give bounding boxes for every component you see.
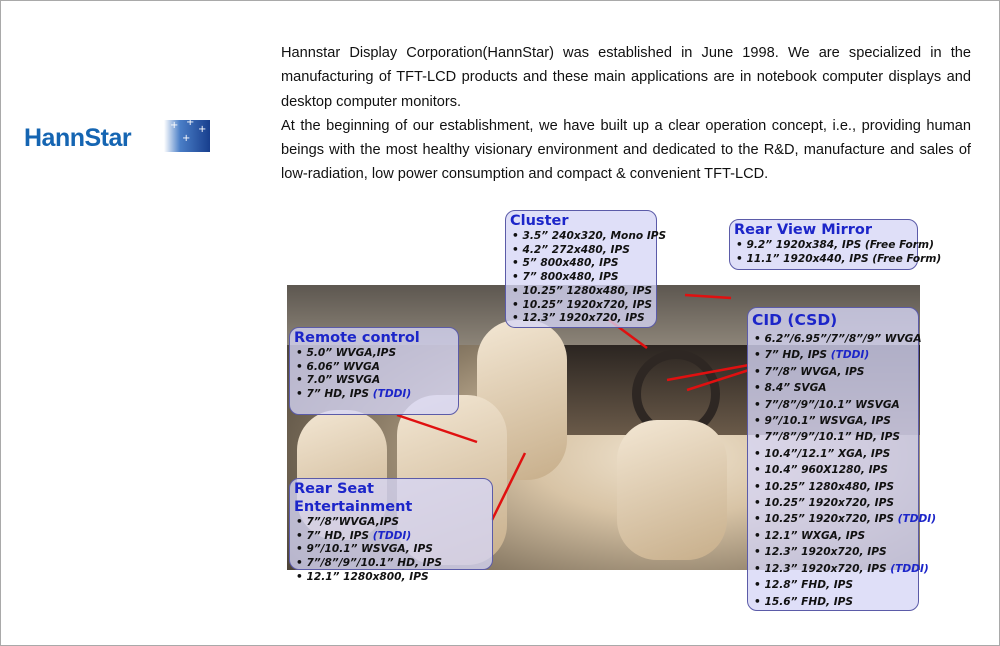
cluster-title: Cluster — [510, 213, 569, 229]
list-item: • 12.1” WXGA, IPS — [754, 528, 918, 544]
leader-line-mirror — [685, 295, 731, 298]
remote-control-callout — [289, 327, 459, 415]
list-item: • 7”/8” WVGA, IPS — [754, 364, 918, 380]
leader-line-rse — [492, 453, 525, 520]
list-item: • 11.1” 1920x440, IPS (Free Form) — [736, 253, 917, 267]
company-intro — [281, 41, 971, 187]
list-item: • 7”/8”/9”/10.1” HD, IPS — [296, 557, 492, 571]
rear-view-mirror-callout — [729, 219, 942, 270]
list-item: • 7”/8”/9”/10.1” HD, IPS — [754, 429, 918, 445]
intro-paragraph-2: At the beginning of our establishment, we have built up a clear operation concept, i.e., providing human beings with the most healthy visionary environment and dedicated to the R&D, manufacture and sales of low-radiation, low power consumption and compact & convenient TFT-LCD. — [281, 117, 971, 183]
cid-title: CID (CSD) — [752, 311, 838, 329]
remote-control-title: Remote control — [294, 330, 420, 346]
list-item: • 7”/8”/9”/10.1” WSVGA — [754, 397, 918, 413]
list-item: • 10.25” 1920x720, IPS — [754, 495, 918, 511]
intro-paragraph-1: Hannstar Display Corporation(HannStar) was established in June 1998. We are specialized in the manufacturing of TFT-LCD products and these main applications are in notebook computer displays and desktop computer monitors. — [281, 45, 971, 110]
leader-line-remote — [397, 415, 477, 442]
list-item: • 7.0” WSVGA — [296, 374, 458, 388]
list-item: • 7” HD, IPS (TDDI) — [754, 347, 918, 363]
list-item: • 7” HD, IPS (TDDI) — [296, 530, 492, 544]
list-item: • 12.3” 1920x720, IPS — [512, 312, 656, 326]
cluster-list — [506, 230, 667, 326]
list-item: • 10.4” 960X1280, IPS — [754, 462, 918, 478]
list-item: • 7”/8”WVGA,IPS — [296, 516, 492, 530]
list-item: • 4.2” 272x480, IPS — [512, 244, 656, 258]
list-item: • 9”/10.1” WSVGA, IPS — [754, 413, 918, 429]
list-item: • 12.1” 1280x800, IPS — [296, 571, 492, 585]
rse-list — [290, 516, 492, 585]
list-item: • 15.6” FHD, IPS — [754, 594, 918, 610]
list-item: • 5” 800x480, IPS — [512, 257, 656, 271]
list-item: • 10.25” 1280x480, IPS — [512, 285, 656, 299]
leader-line-cid-1 — [667, 365, 749, 380]
car-interior-image — [287, 210, 942, 612]
list-item: • 10.25” 1920x720, IPS — [512, 299, 656, 313]
list-item: • 8.4” SVGA — [754, 380, 918, 396]
list-item: • 6.2”/6.95”/7”/8”/9” WVGA — [754, 331, 918, 347]
rse-title: Rear Seat Entertainment — [294, 481, 413, 515]
hannstar-logo — [24, 118, 214, 158]
rear-view-mirror-title: Rear View Mirror — [734, 222, 873, 238]
list-item: • 12.8” FHD, IPS — [754, 577, 918, 593]
logo-sparkle-icon: + — [198, 124, 207, 135]
list-item: • 12.3” 1920x720, IPS — [754, 544, 918, 560]
leader-line-cid-2 — [687, 370, 749, 390]
rse-callout — [289, 478, 493, 583]
cid-callout — [747, 307, 937, 611]
list-item: • 5.0” WVGA,IPS — [296, 347, 458, 361]
list-item: • 9.2” 1920x384, IPS (Free Form) — [736, 239, 917, 253]
logo-sparkle-icon: + — [182, 133, 191, 144]
logo-wordmark: HannStar — [24, 124, 132, 152]
rear-view-mirror-list — [730, 239, 942, 266]
list-item: • 10.4”/12.1” XGA, IPS — [754, 446, 918, 462]
list-item: • 10.25” 1280x480, IPS — [754, 479, 918, 495]
remote-control-list — [290, 347, 458, 402]
list-item: • 7” 800x480, IPS — [512, 271, 656, 285]
list-item: • 12.3” 1920x720, IPS (TDDI) — [754, 561, 918, 577]
list-item: • 7” HD, IPS (TDDI) — [296, 388, 458, 402]
logo-star-badge — [164, 117, 210, 152]
cluster-callout — [505, 210, 667, 328]
list-item: • 6.06” WVGA — [296, 361, 458, 375]
list-item: • 10.25” 1920x720, IPS (TDDI) — [754, 511, 918, 527]
logo-sparkle-icon: + — [170, 120, 179, 131]
logo-sparkle-icon: + — [186, 117, 195, 128]
list-item: • 3.5” 240x320, Mono IPS — [512, 230, 656, 244]
list-item: • 9”/10.1” WSVGA, IPS — [296, 543, 492, 557]
cid-list — [748, 331, 937, 610]
